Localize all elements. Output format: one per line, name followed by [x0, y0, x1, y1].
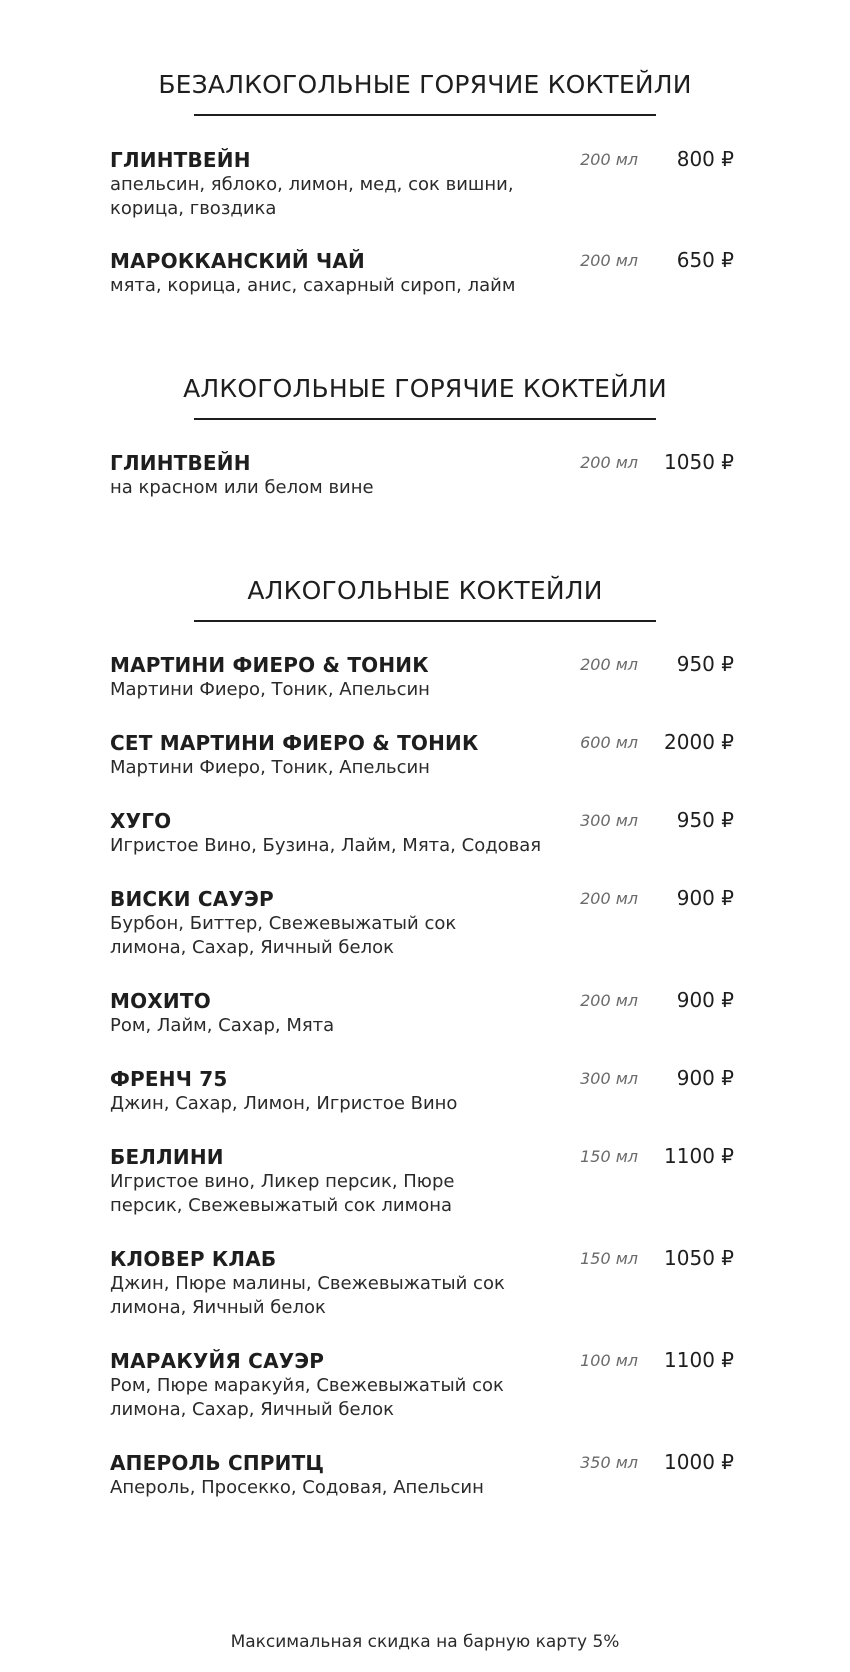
item-volume: 300 мл: [580, 811, 638, 830]
section-divider: [194, 620, 656, 622]
item-volume: 200 мл: [580, 889, 638, 908]
item-volume: 350 мл: [580, 1453, 638, 1472]
item-name: МАРАКУЙЯ САУЭР: [110, 1349, 325, 1373]
item-price: 900 ₽: [676, 988, 734, 1012]
item-name: ГЛИНТВЕЙН: [110, 148, 251, 172]
section-divider: [194, 418, 656, 420]
item-description: на красном или белом вине: [110, 477, 374, 498]
section-title-nonalcoholic-hot: БЕЗАЛКОГОЛЬНЫЕ ГОРЯЧИЕ КОКТЕЙЛИ: [158, 70, 692, 99]
item-volume: 150 мл: [580, 1147, 638, 1166]
item-price: 1100 ₽: [664, 1144, 734, 1168]
menu-item: [110, 652, 742, 702]
item-price: 900 ₽: [676, 886, 734, 910]
menu-item: [110, 147, 742, 221]
item-description: апельсин, яблоко, лимон, мед, сок вишни, корица, гвоздика: [110, 174, 514, 219]
menu-item: [110, 248, 742, 298]
item-description: Игристое Вино, Бузина, Лайм, Мята, Содовая: [110, 835, 542, 856]
item-name: АПЕРОЛЬ СПРИТЦ: [110, 1451, 325, 1475]
menu-item: [110, 1348, 742, 1422]
menu-item: [110, 886, 742, 960]
item-volume: 200 мл: [580, 655, 638, 674]
item-price: 950 ₽: [676, 808, 734, 832]
item-description: мята, корица, анис, сахарный сироп, лайм: [110, 275, 516, 296]
item-name: ХУГО: [110, 809, 172, 833]
item-description: Мартини Фиеро, Тоник, Апельсин: [110, 757, 430, 778]
item-name: ГЛИНТВЕЙН: [110, 451, 251, 475]
item-description: Бурбон, Биттер, Свежевыжатый сок лимона, Сахар, Яичный белок: [110, 913, 457, 958]
item-description: Ром, Лайм, Сахар, Мята: [110, 1015, 335, 1036]
menu-item: [110, 808, 742, 858]
item-description: Джин, Пюре малины, Свежевыжатый сок лимона, Яичный белок: [110, 1273, 505, 1318]
item-volume: 200 мл: [580, 453, 638, 472]
section-title-alcoholic-cocktails: АЛКОГОЛЬНЫЕ КОКТЕЙЛИ: [247, 576, 603, 605]
item-price: 1050 ₽: [664, 1246, 734, 1270]
menu-item: [110, 1066, 742, 1116]
item-price: 900 ₽: [676, 1066, 734, 1090]
item-volume: 600 мл: [580, 733, 638, 752]
item-description: Игристое вино, Ликер персик, Пюре персик, Свежевыжатый сок лимона: [110, 1171, 455, 1216]
section-title-alcoholic-hot: АЛКОГОЛЬНЫЕ ГОРЯЧИЕ КОКТЕЙЛИ: [183, 374, 667, 403]
menu-item: [110, 450, 742, 500]
item-volume: 200 мл: [580, 991, 638, 1010]
item-volume: 200 мл: [580, 251, 638, 270]
item-description: Ром, Пюре маракуйя, Свежевыжатый сок лимона, Сахар, Яичный белок: [110, 1375, 504, 1420]
item-volume: 100 мл: [580, 1351, 638, 1370]
item-price: 1000 ₽: [664, 1450, 734, 1474]
item-name: ФРЕНЧ 75: [110, 1067, 228, 1091]
item-name: БЕЛЛИНИ: [110, 1145, 224, 1169]
item-description: Апероль, Просекко, Содовая, Апельсин: [110, 1477, 484, 1498]
menu-item: [110, 1246, 742, 1320]
item-volume: 200 мл: [580, 150, 638, 169]
item-price: 950 ₽: [676, 652, 734, 676]
discount-note: Максимальная скидка на барную карту 5%: [230, 1632, 620, 1652]
item-name: МАРОККАНСКИЙ ЧАЙ: [110, 249, 365, 273]
item-description: Джин, Сахар, Лимон, Игристое Вино: [110, 1093, 458, 1114]
item-name: КЛОВЕР КЛАБ: [110, 1247, 277, 1271]
item-name: МОХИТО: [110, 989, 211, 1013]
item-description: Мартини Фиеро, Тоник, Апельсин: [110, 679, 430, 700]
item-name: ВИСКИ САУЭР: [110, 887, 274, 911]
item-name: СЕТ МАРТИНИ ФИЕРО & ТОНИК: [110, 731, 479, 755]
item-name: МАРТИНИ ФИЕРО & ТОНИК: [110, 653, 429, 677]
item-volume: 300 мл: [580, 1069, 638, 1088]
item-price: 1100 ₽: [664, 1348, 734, 1372]
item-volume: 150 мл: [580, 1249, 638, 1268]
section-divider: [194, 114, 656, 116]
item-price: 1050 ₽: [664, 450, 734, 474]
menu-item: [110, 1450, 742, 1500]
item-price: 650 ₽: [676, 248, 734, 272]
menu-item: [110, 988, 742, 1038]
menu-item: [110, 1144, 742, 1218]
item-price: 2000 ₽: [664, 730, 734, 754]
menu-item: [110, 730, 742, 780]
item-price: 800 ₽: [676, 147, 734, 171]
